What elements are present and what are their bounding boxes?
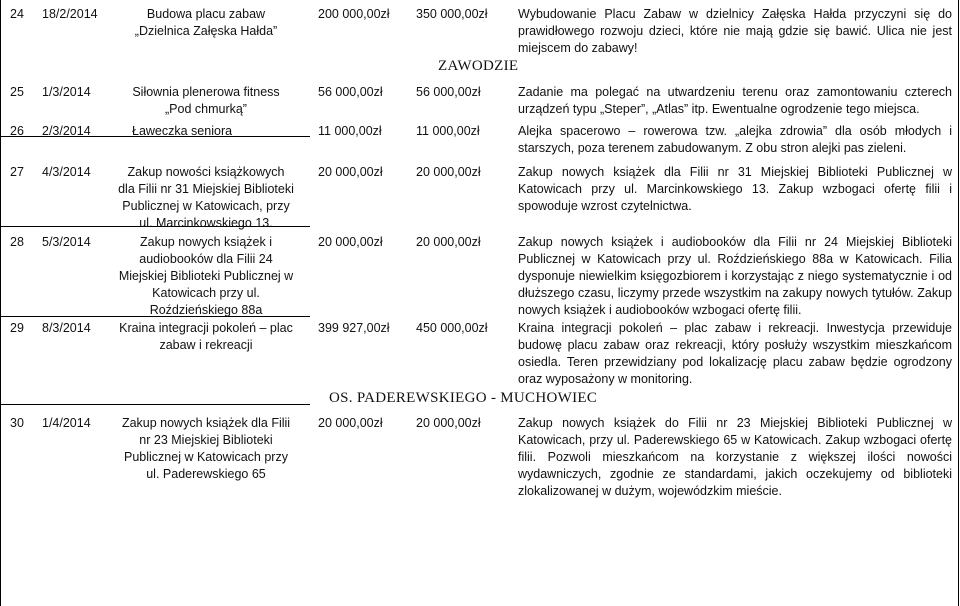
row-amount-planned: 20 000,00zł bbox=[416, 165, 481, 179]
row-amount-spent: 20 000,00zł bbox=[318, 165, 383, 179]
row-date: 1/3/2014 bbox=[42, 85, 91, 99]
row-number: 27 bbox=[10, 165, 24, 179]
row-description: Zadanie ma polegać na utwardzeniu terenu oraz zamontowaniu czterech urządzeń typu „Steper”, „Atlas” itp. Ewentualne ogrodzenie tego miejsca. bbox=[518, 85, 952, 116]
row-project: Siłownia plenerowa fitness „Pod chmurką” bbox=[132, 85, 280, 116]
row-number: 24 bbox=[10, 7, 24, 21]
row-project: Zakup nowych książek dla Filii nr 23 Miejskiej Biblioteki Publicznej w Katowicach przy ul. Paderewskiego 65 bbox=[121, 416, 291, 481]
row-description: Kraina integracji pokoleń – plac zabaw i rekreacji. Inwestycja przewiduje budowę placu zabaw oraz rekreacji, który posłuży wszystkim mieszkańcom osiedla. Teren przewidziany pod lokalizację placu zabaw będzie ogrodzony oraz wyposażony w monitoring. bbox=[518, 321, 952, 386]
row-description: Zakup nowych książek dla Filii nr 31 Miejskiej Biblioteki Publicznej w Katowicach przy ul. Marcinkowskiego 13. Zakup wzbogaci ofertę filii i spowoduje wzrost czytelnictwa. bbox=[518, 165, 952, 213]
row-amount-spent: 20 000,00zł bbox=[318, 416, 383, 430]
row-date: 8/3/2014 bbox=[42, 321, 91, 335]
row-number: 26 bbox=[10, 124, 24, 138]
row-amount-planned: 450 000,00zł bbox=[416, 321, 488, 335]
row-number: 25 bbox=[10, 85, 24, 99]
row-amount-spent: 200 000,00zł bbox=[318, 7, 390, 21]
table-border-right bbox=[958, 0, 959, 606]
row-date: 5/3/2014 bbox=[42, 235, 91, 249]
row-date: 1/4/2014 bbox=[42, 416, 91, 430]
row-date: 18/2/2014 bbox=[42, 7, 98, 21]
row-amount-planned: 56 000,00zł bbox=[416, 85, 481, 99]
district-heading-zawodzie: ZAWODZIE bbox=[434, 58, 522, 75]
row-number: 29 bbox=[10, 321, 24, 335]
district-heading-paderewskiego: OS. PADEREWSKIEGO - MUCHOWIEC bbox=[325, 390, 601, 407]
row-divider bbox=[0, 404, 310, 405]
row-number: 28 bbox=[10, 235, 24, 249]
row-project: Zakup nowości książkowych dla Filii nr 31 Miejskiej Biblioteki Publicznej w Katowicach, przy ul. Marcinkowskiego 13. bbox=[118, 165, 294, 230]
row-amount-planned: 20 000,00zł bbox=[416, 416, 481, 430]
row-amount-planned: 20 000,00zł bbox=[416, 235, 481, 249]
row-amount-spent: 399 927,00zł bbox=[318, 321, 390, 335]
row-project: Budowa placu zabaw „Dzielnica Załęska Hałda” bbox=[134, 7, 278, 38]
row-project: Zakup nowych książek i audiobooków dla Filii 24 Miejskiej Biblioteki Publicznej w Katowicach przy ul. Roździeńskiego 88a bbox=[118, 235, 294, 317]
row-description: Zakup nowych książek do Filii nr 23 Miejskiej Biblioteki Publicznej w Katowicach, przy ul. Paderewskiego 65 w Katowicach. Zakup wzbogaci ofertę filii. Pozwoli mieszkańcom na korzystanie z większej ilości nowości wydawniczych, zgodnie ze standardami, jakich oczekujemy od biblioteki zlokalizowanej w dużym, wojewódzkim mieście. bbox=[518, 416, 952, 498]
row-description: Alejka spacerowo – rowerowa tzw. „alejka zdrowia” dla osób młodych i starszych, poza terenem zabudowanym. Z obu stron alejki pas zieleni. bbox=[518, 124, 952, 155]
table-border-left bbox=[0, 0, 1, 606]
row-amount-spent: 56 000,00zł bbox=[318, 85, 383, 99]
row-amount-spent: 11 000,00zł bbox=[318, 124, 382, 138]
row-amount-spent: 20 000,00zł bbox=[318, 235, 383, 249]
row-date: 4/3/2014 bbox=[42, 165, 91, 179]
row-amount-planned: 11 000,00zł bbox=[416, 124, 480, 138]
row-description: Zakup nowych książek i audiobooków dla Filii nr 24 Miejskiej Biblioteki Publicznej w Katowicach przy ul. Roździeńskiego 88a w Katowicach. Filia dysponuje niewielkim księgozbiorem i korzystając z niego systematycznie i od dłuższego czasu, liczymy przede wszystkim na zakupy nowych tytułów. Zakup nowych książek i audiobooków wzbogaci ofertę filii. bbox=[518, 235, 952, 317]
row-number: 30 bbox=[10, 416, 24, 430]
row-description: Wybudowanie Placu Zabaw w dzielnicy Załęska Hałda przyczyni się do prawidłowego rozwoju dzieci, które nie mają gdzie się bawić. Ulica nie jest miejscem do zabawy! bbox=[518, 7, 952, 55]
row-date: 2/3/2014 bbox=[42, 124, 91, 138]
row-project: Kraina integracji pokoleń – plac zabaw i rekreacji bbox=[119, 321, 293, 352]
row-project: Ławeczka seniora bbox=[132, 124, 233, 138]
row-amount-planned: 350 000,00zł bbox=[416, 7, 488, 21]
